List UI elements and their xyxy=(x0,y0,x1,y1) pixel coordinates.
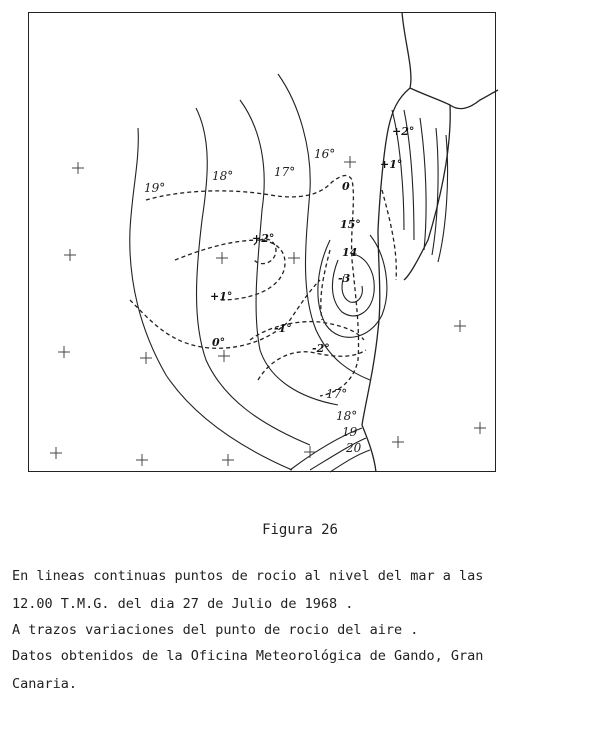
grid-cross xyxy=(50,447,62,459)
coastline xyxy=(362,12,498,472)
grid-cross xyxy=(344,156,356,168)
isotherm-label: 18° xyxy=(212,169,234,183)
isotherm-label: 19° xyxy=(144,181,166,195)
isotherm-label: 17° xyxy=(274,165,296,179)
variation-line-0 xyxy=(146,176,359,396)
grid-cross xyxy=(58,346,70,358)
caption-line-2: 12.00 T.M.G. del dia 27 de Julio de 1968 . xyxy=(12,596,354,612)
caption-line-4: Datos obtenidos de la Oficina Meteorológica de Gando, Gran xyxy=(12,648,484,664)
isotherm-label: 17° xyxy=(326,387,348,401)
variation-label: -1° xyxy=(274,322,292,335)
variation-label: 0 xyxy=(342,180,350,193)
isoline-18 xyxy=(196,108,310,445)
grid-cross xyxy=(64,249,76,261)
caption-line-1: En lineas continuas puntos de rocio al nivel del mar a las xyxy=(12,568,484,584)
variation-label: +1° xyxy=(210,290,233,303)
variation-label: 0° xyxy=(212,336,226,349)
isoline-east-4 xyxy=(432,128,438,255)
grid-cross xyxy=(72,162,84,174)
caption-line-5: Canaria. xyxy=(12,676,78,692)
coastline-north xyxy=(362,12,411,472)
grid-cross xyxy=(474,422,486,434)
caption-line-3: A trazos variaciones del punto de rocio del aire . xyxy=(12,622,419,638)
isotherm-label: 19 xyxy=(342,425,358,439)
variation-label: +2° xyxy=(392,125,415,138)
grid-cross xyxy=(140,352,152,364)
variation-label: -3 xyxy=(338,272,351,285)
isotherm-label: 18° xyxy=(336,409,358,423)
isotherm-label: 16° xyxy=(314,147,336,161)
variation-isolines xyxy=(130,176,396,396)
variation-label: 15° xyxy=(340,218,361,231)
isotherm-label: 20 xyxy=(346,441,362,455)
coastline-east xyxy=(410,88,498,109)
isoline-17 xyxy=(240,100,338,405)
isoline-east-3 xyxy=(420,118,426,250)
grid-cross xyxy=(216,252,228,264)
variation-label: +1° xyxy=(380,158,403,171)
grid-cross xyxy=(454,320,466,332)
figure-title: Figura 26 xyxy=(262,522,338,538)
variation-label: +2° xyxy=(252,232,275,245)
grid-crosses xyxy=(50,156,486,466)
variation-label: 14 xyxy=(342,246,358,259)
grid-cross xyxy=(288,252,300,264)
grid-cross xyxy=(218,350,230,362)
grid-cross xyxy=(304,446,316,458)
grid-cross xyxy=(392,436,404,448)
grid-cross xyxy=(136,454,148,466)
grid-cross xyxy=(222,454,234,466)
variation-label: -2° xyxy=(312,342,330,355)
